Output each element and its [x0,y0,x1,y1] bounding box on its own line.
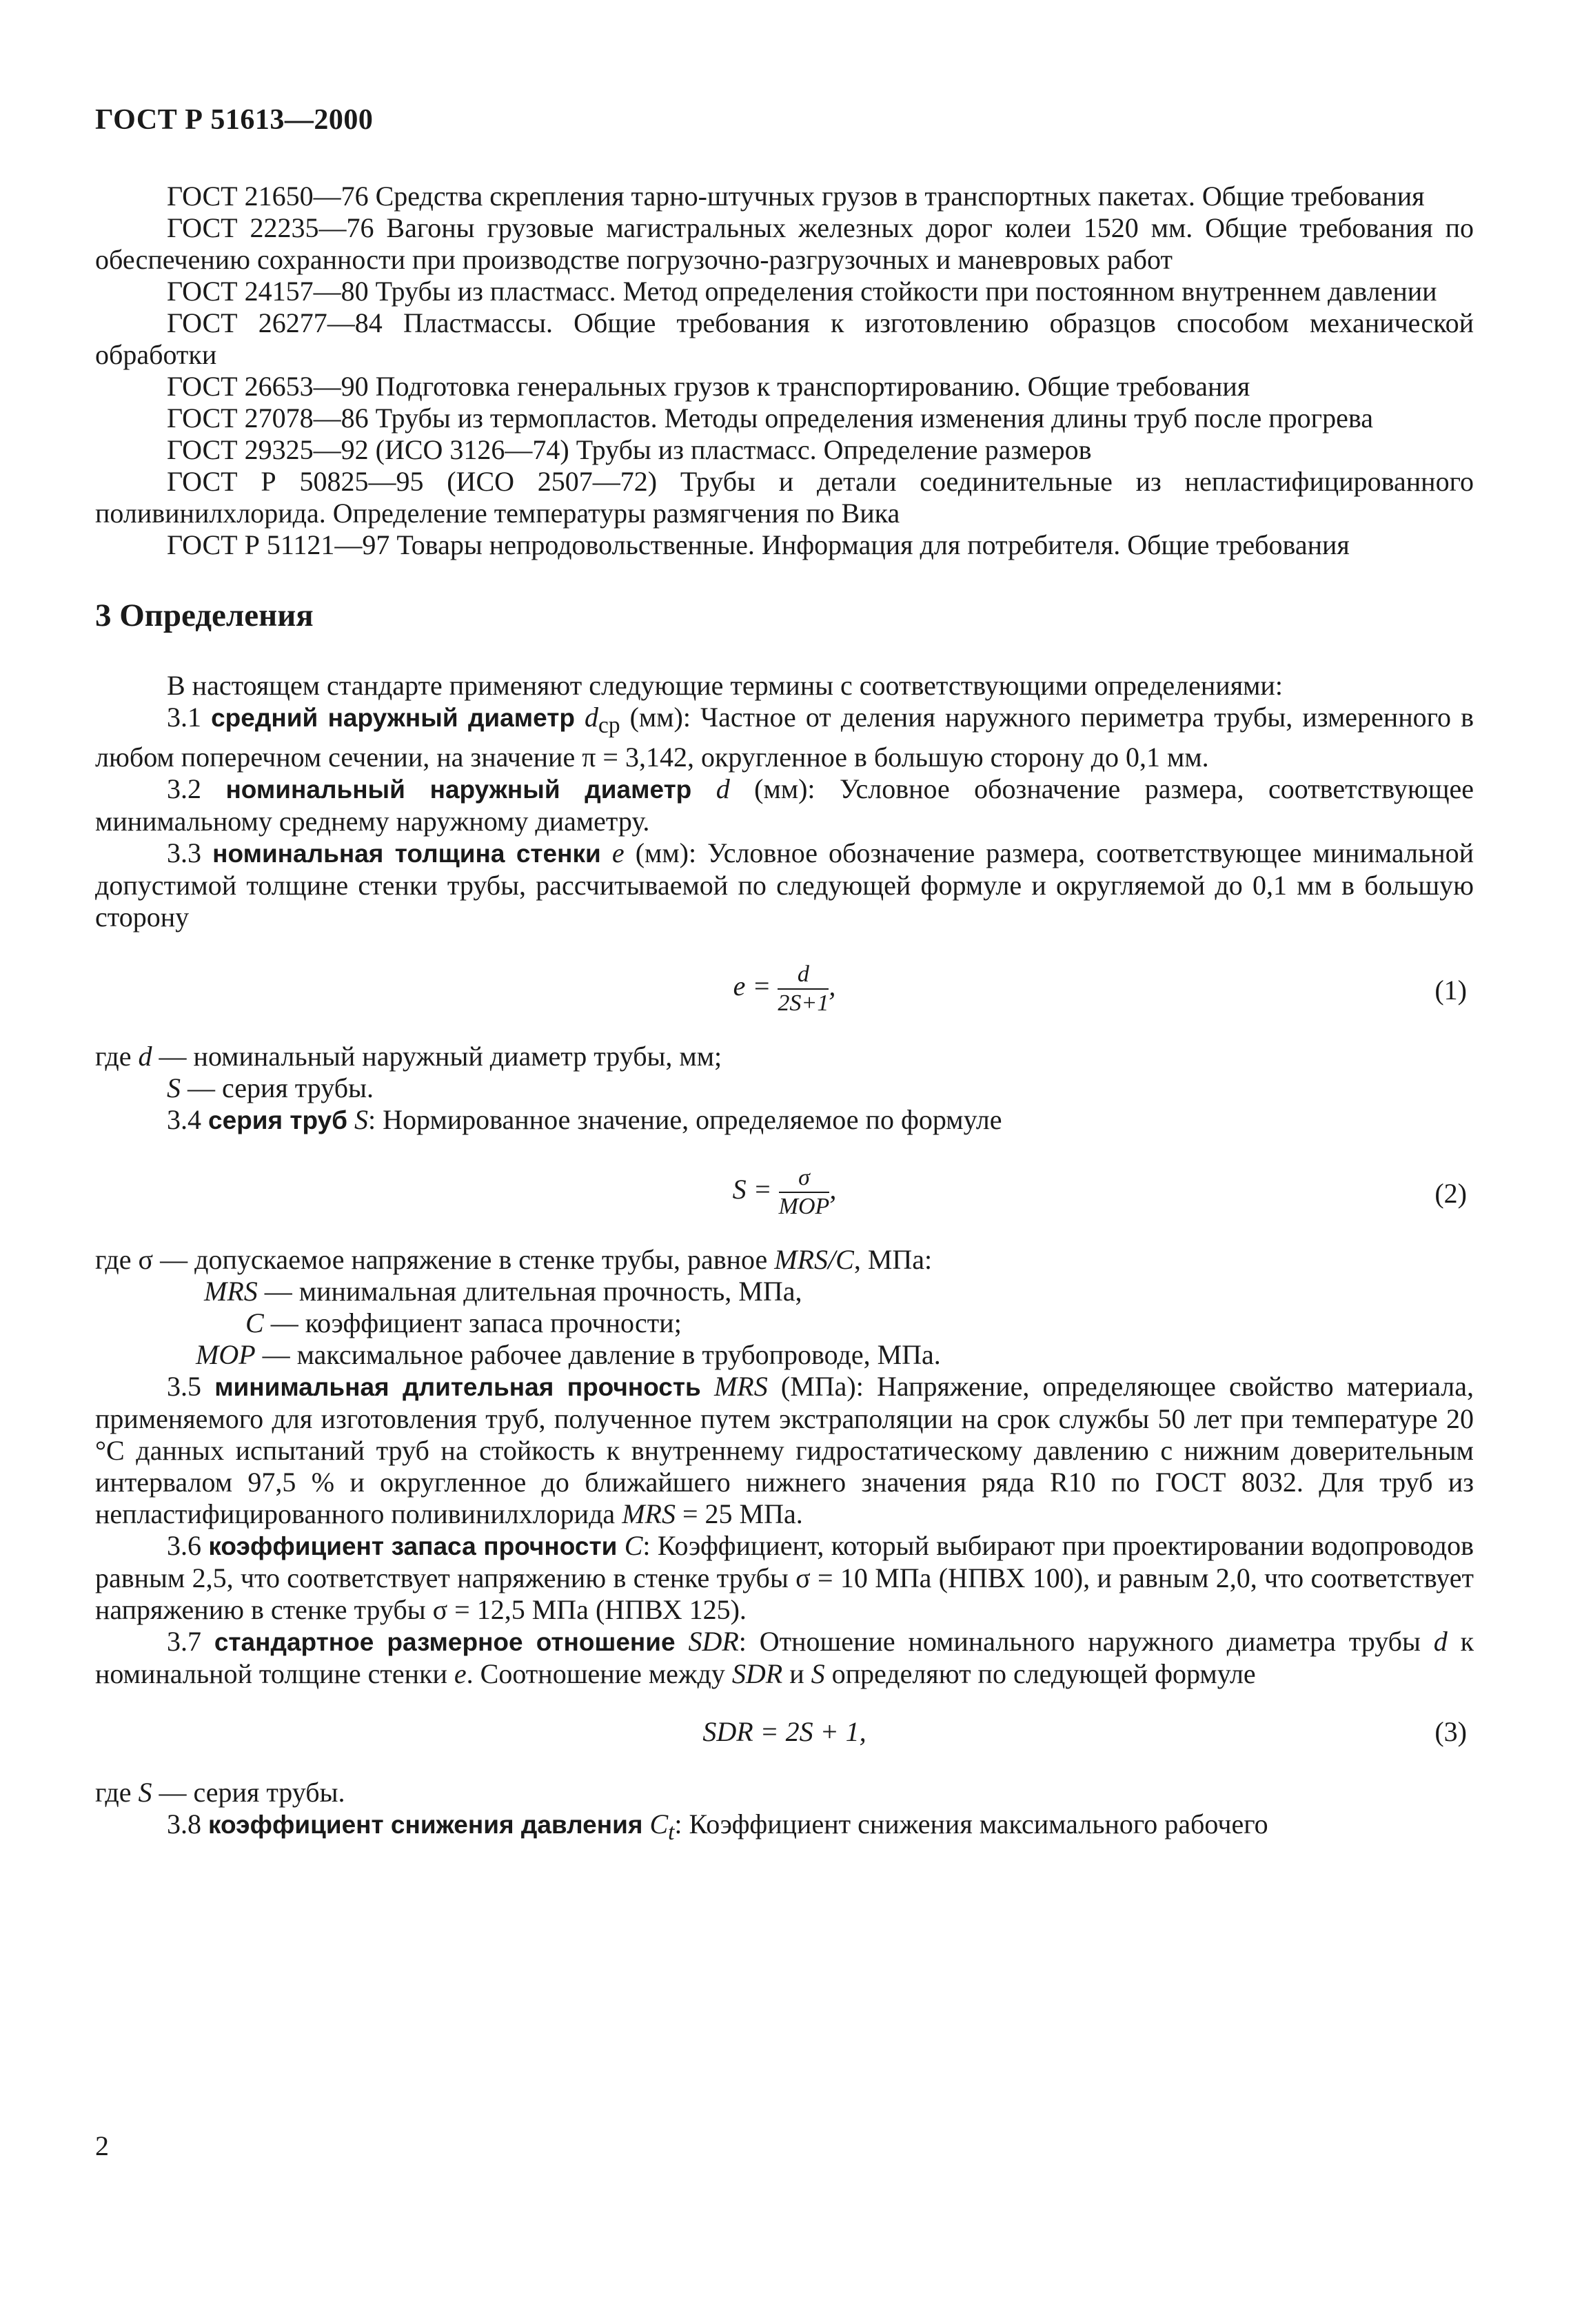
term: серия труб [208,1106,348,1134]
page-number: 2 [95,2130,109,2161]
formula-legend: где S — серия трубы. [95,1777,345,1808]
reference-item: ГОСТ Р 50825—95 (ИСО 2507—72) Трубы и детали соединительные из непластифицированного поливинилхлорида. Определение температуры размягчения по Вика [95,466,1474,529]
term: коэффициент запаса прочности [208,1532,618,1560]
reference-item: ГОСТ 22235—76 Вагоны грузовые магистральных железных дорог колеи 1520 мм. Общие требования по обеспечению сохранности при производстве погрузочно-разгрузочных и маневровых работ [95,212,1474,275]
reference-item: ГОСТ Р 51121—97 Товары непродовольственные. Информация для потребителя. Общие требования [167,529,1350,560]
definition-3-7: 3.7 стандартное размерное отношение SDR: Отношение номинального наружного диаметра трубы d к номинальной толщине стенки e. Соотношение между SDR и S определяют по следующей формуле [95,1626,1474,1689]
definition-3-6: 3.6 коэффициент запаса прочности C: Коэффициент, который выбирают при проектировании водопроводов равным 2,5, что соответствует напряжению в стенке трубы σ = 10 МПа (НПВХ 100), и равным 2,0, что соответствует напряжению в стенке трубы σ = 12,5 МПа (НПВХ 125). [95,1530,1474,1625]
formula-3: SDR = 2S + 1, (3) [702,1716,1467,1747]
definition-3-8: 3.8 коэффициент снижения давления $C_t$: Коэффициент снижения максимального рабочего [167,1808,1268,1845]
formula-2: S = $\frac{\sigma}{\text{MOP}}$ , (2) [732,1165,1467,1219]
definition-3-5: 3.5 минимальная длительная прочность MRS (МПа): Напряжение, определяющее свойство материала, применяемого для изготовления труб, полученное путем экстраполяции на срок службы 50 лет при температуре 20 °С данных испытаний труб на стойкость к внутреннему гидростатическому давлению с нижним доверительным интервалом 97,5 % и округленное до ближайшего нижнего значения ряда R10 по ГОСТ 8032. Для труб из непластифицированного поливинилхлорида MRS = 25 МПа. [95,1371,1474,1529]
formula-1: e = $\frac{d}{2S+1}$ , (1) [733,961,1467,1016]
term: номинальная толщина стенки [212,839,601,868]
formula-legend: MRS — минимальная длительная прочность, МПа, [204,1276,802,1307]
term: средний наружный диаметр [211,704,575,732]
document-body [95,181,1474,1848]
reference-item: ГОСТ 21650—76 Средства скрепления тарно-штучных грузов в транспортных пакетах. Общие требования [167,181,1425,212]
formula-legend: где σ — допускаемое напряжение в стенке трубы, равное MRS/C, МПа: [95,1244,933,1275]
formula-number: (3) [1434,1716,1467,1747]
reference-item: ГОСТ 26277—84 Пластмассы. Общие требования к изготовлению образцов способом механической обработки [95,307,1474,370]
section-title: 3 Определения [95,598,314,633]
term: номинальный наружный диаметр [225,775,692,804]
section-intro: В настоящем стандарте применяют следующие термины с соответствующими определениями: [167,670,1283,701]
definition-3-4: 3.4 серия труб S: Нормированное значение, определяемое по формуле [167,1104,1002,1135]
reference-item: ГОСТ 27078—86 Трубы из термопластов. Методы определения изменения длины труб после прогрева [167,402,1373,434]
term: коэффициент снижения давления [208,1811,643,1839]
term: стандартное размерное отношение [214,1628,676,1656]
formula-legend: C — коэффициент запаса прочности; [245,1307,682,1338]
formula-number: (1) [1434,975,1467,1006]
formula-legend: MOP — максимальное рабочее давление в трубопроводе, МПа. [196,1339,941,1370]
references-list [95,181,1474,561]
reference-item: ГОСТ 24157—80 Трубы из пластмасс. Метод определения стойкости при постоянном внутреннем давлении [167,276,1437,307]
page-header: ГОСТ Р 51613—2000 [95,104,374,136]
definition-3-1: 3.1 средний наружный диаметр $d_{ср}$ (мм): Частное от деления наружного периметра трубы, измеренного в любом поперечном сечении, на значение π = 3,142, округленное в большую сторону до 0,1 мм. [95,702,1474,773]
definition-3-3: 3.3 номинальная толщина стенки e (мм): Условное обозначение размера, соответствующее минимальной допустимой толщине стенки трубы, рассчитываемой по следующей формуле и округляемой до 0,1 мм в большую сторону [95,837,1474,932]
definition-3-2: 3.2 номинальный наружный диаметр d (мм): Условное обозначение размера, соответствующее минимальному среднему наружному диаметру. [95,773,1474,837]
term: минимальная длительная прочность [214,1373,701,1401]
formula-legend: где d — номинальный наружный диаметр трубы, мм; [95,1041,722,1072]
formula-number: (2) [1434,1178,1467,1209]
formula-legend: S — серия трубы. [167,1072,374,1103]
reference-item: ГОСТ 26653—90 Подготовка генеральных грузов к транспортированию. Общие требования [167,371,1250,402]
reference-item: ГОСТ 29325—92 (ИСО 3126—74) Трубы из пластмасс. Определение размеров [167,434,1092,465]
